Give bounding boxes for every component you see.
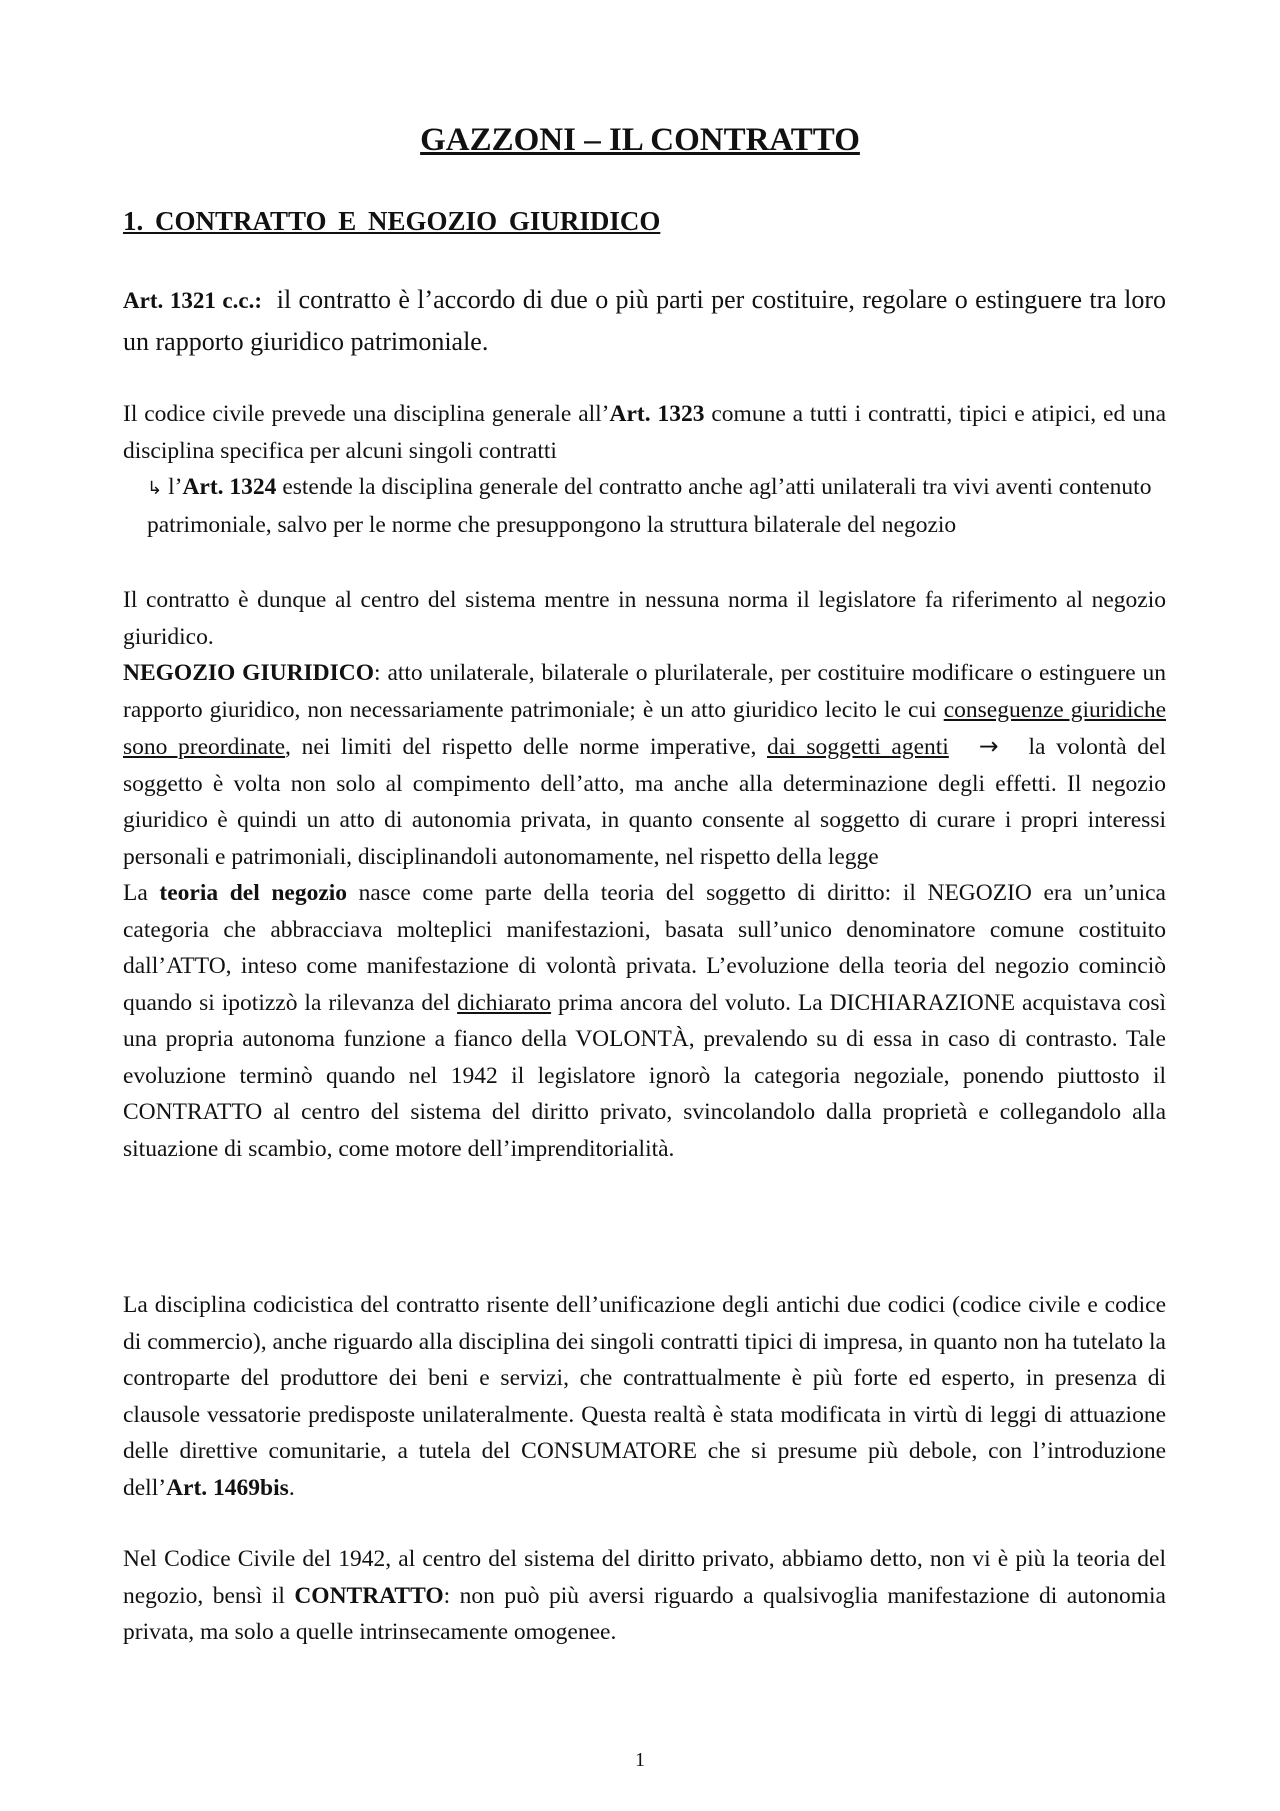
art-1321-label: Art. 1321 c.c. xyxy=(123,288,255,313)
paragraph-teoria-negozio: La teoria del negozio nasce come parte della teoria del soggetto di diritto: il NEGOZIO era un’unica categoria che abbracciava molteplici manifestazioni, basata sull’unico denominatore comune costituito dall’ATTO, inteso come manifestazione di volontà privata. L’evoluzione della teoria del negozio cominciò quando si ipotizzò la rilevanza del dichiarato prima ancora del voluto. La DICHIARAZIONE acquistava così una propria autonoma funzione a fianco della VOLONTÀ, prevalendo su di essa in caso di contrasto. Tale evoluzione terminò quando nel 1942 il legislatore ignorò la categoria negoziale, ponendo piuttosto il CONTRATTO al centro del sistema del diritto privato, svincolandolo dalla proprietà e collegandolo alla situazione di scambio, come motore dell’imprenditorialità. xyxy=(123,880,1166,1162)
paragraph-disciplina-codicistica: La disciplina codicistica del contratto risente dell’unificazione degli antichi due codici (codice civile e codice di commercio), anche riguardo alla disciplina dei singoli contratti tipici di impresa, in quanto non ha tutelato la controparte del produttore dei beni e servizi, che contrattualmente è più forte ed esperto, in presenza di clausole vessatorie predisposte unilateralmente. Questa realtà è stata modificata in virtù di leggi di attuazione delle direttive comunitarie, a tutela del CONSUMATORE che si presume più debole, con l’introduzione dell’Art. 1469bis. xyxy=(123,1292,1166,1501)
art-1469bis-ref: Art. 1469bis xyxy=(166,1474,289,1501)
paragraph-negozio-giuridico: NEGOZIO GIURIDICO: atto unilaterale, bilaterale o plurilaterale, per costituire modificare o estinguere un rapporto giuridico, non necessariamente patrimoniale; è un atto giuridico lecito le cui conseguenze giuridiche sono preordinate, nei limiti del rispetto delle norme imperative, dai soggetti agenti → la volontà del soggetto è volta non solo al compimento dell’atto, ma anche alla determinazione degli effetti. Il negozio giuridico è quindi un atto di autonomia privata, in quanto consente al soggetto di curare i propri interessi personali e patrimoniali, disciplinandoli autonomamente, nel rispetto della legge xyxy=(123,660,1167,870)
art-1321-text: il contratto è l’accordo di due o più parti per costituire, regolare o estinguere tra loro un rapporto giuridico patrimoniale. xyxy=(123,285,1167,356)
art-1321-definition: Art. 1321 c.c.: il contratto è l’accordo di due o più parti per costituire, regolare o estinguere tra loro un rapporto giuridico patrimoniale. xyxy=(123,285,1167,356)
document-title: GAZZONI – IL CONTRATTO xyxy=(420,122,860,158)
paragraph-disciplina-generale: Il codice civile prevede una disciplina generale all’Art. 1323 comune a tutti i contratti, tipici e atipici, ed una disciplina specifica per alcuni singoli contratti xyxy=(123,401,1167,464)
art-1323-ref: Art. 1323 xyxy=(609,401,705,427)
page-number: 1 xyxy=(635,1749,645,1771)
negozio-giuridico-label: NEGOZIO GIURIDICO xyxy=(123,660,375,686)
art-1324-ref: Art. 1324 xyxy=(182,474,277,500)
section-heading: 1. CONTRATTO E NEGOZIO GIURIDICO xyxy=(123,206,661,236)
return-arrow-icon: ↳ xyxy=(147,478,163,499)
paragraph-contratto-centro: Il contratto è dunque al centro del sistema mentre in nessuna norma il legislatore fa riferimento al negozio giuridico. xyxy=(123,587,1166,650)
arrow-right-icon: → xyxy=(978,732,999,760)
body-text xyxy=(123,582,1166,1167)
paragraph-codice-civile-1942: Nel Codice Civile del 1942, al centro del sistema del diritto privato, abbiamo detto, non vi è più la teoria del negozio, bensì il CONTRATTO: non può più aversi riguardo a qualsivoglia manifestazione di autonomia privata, ma solo a quelle intrinsecamente omogenee. xyxy=(123,1546,1166,1645)
indented-note-art-1324: ↳ l’Art. 1324 estende la disciplina generale del contratto anche agl’atti unilaterali tra vivi aventi contenuto patrimoniale, salvo per le norme che presuppongono la struttura bilaterale del negozio xyxy=(147,474,1152,538)
